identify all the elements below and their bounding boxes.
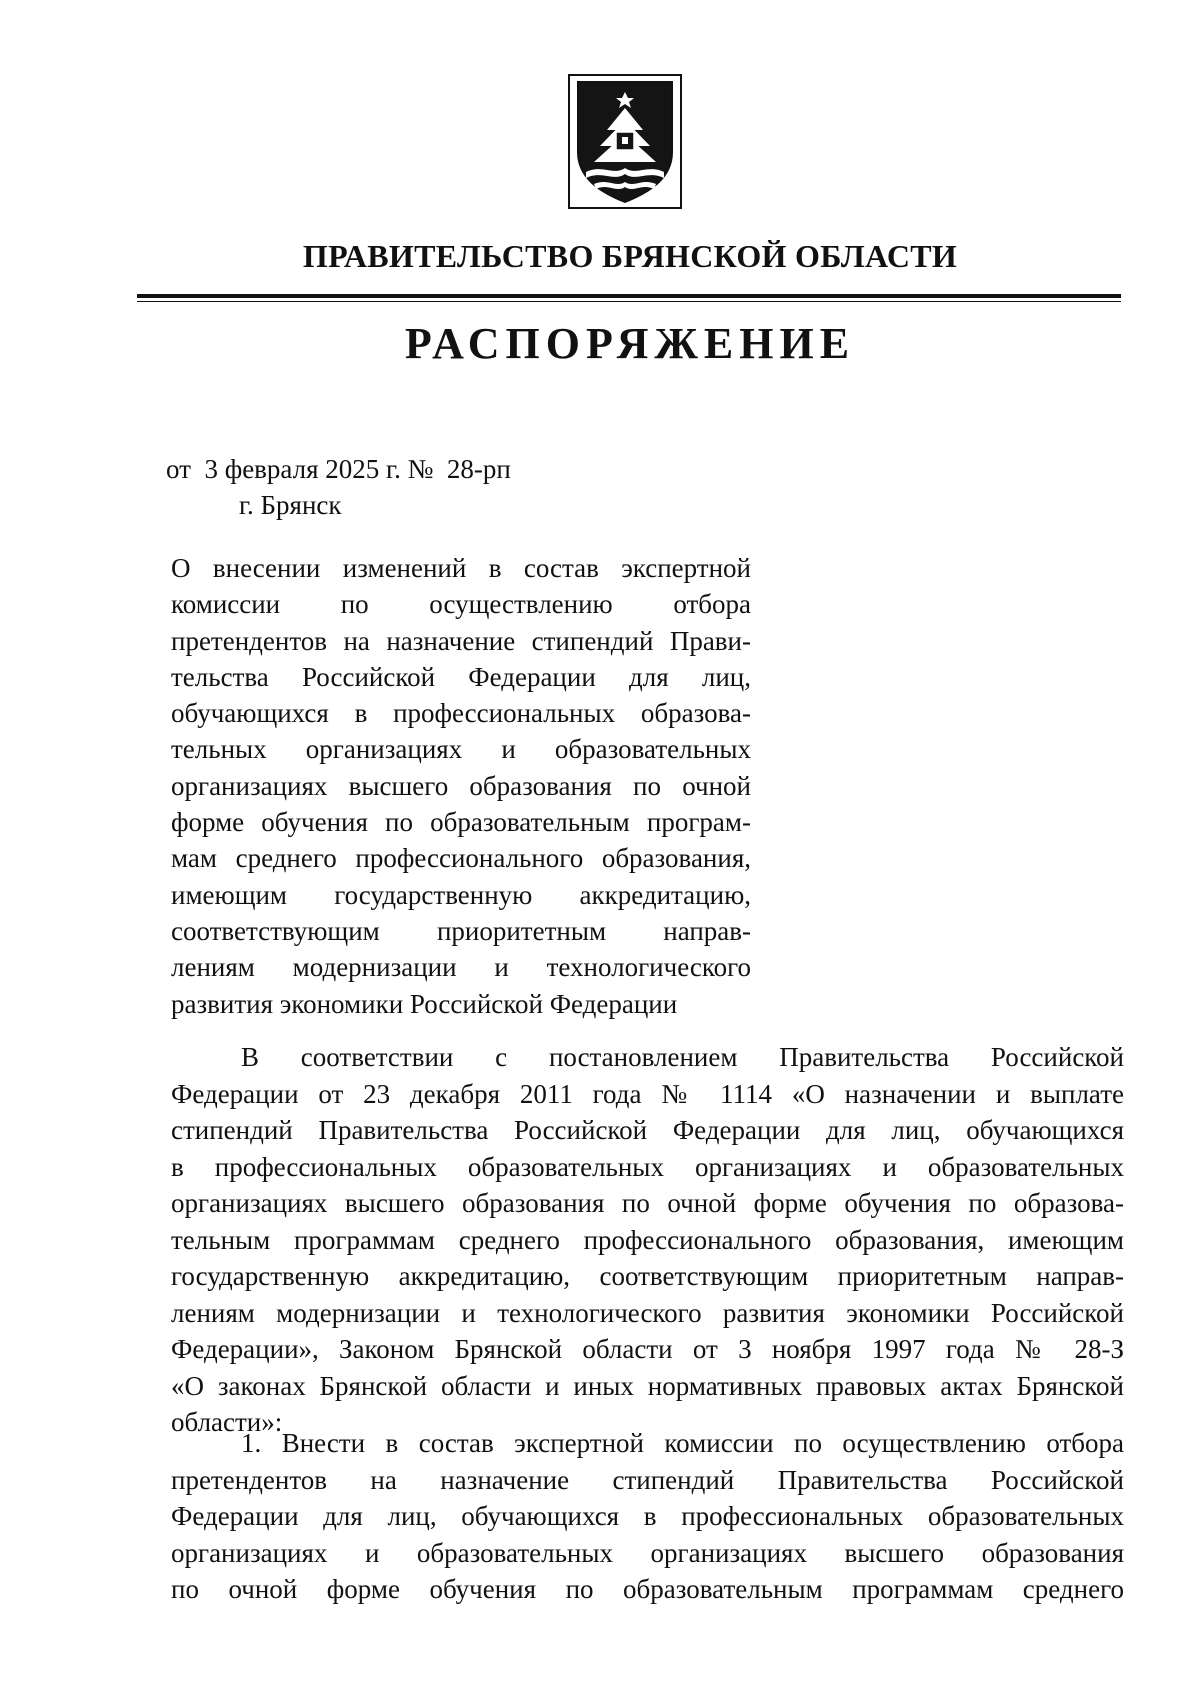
subject-line: тельных организациях и образовательных [171,734,751,765]
subject-line: претендентов на назначение стипендий Прави- [171,625,751,656]
paragraph-line: организациях высшего образования по очной форме обучения по образова- [171,1188,1124,1218]
subject-line: форме обучения по образовательным програм- [171,807,751,838]
document-date-number: от 3 февраля 2025 г. № 28-рп [166,454,511,484]
subject-line: О внесении изменений в состав экспертной [171,553,751,583]
paragraph-line: В соответствии с постановлением Правительства Российской [241,1042,1124,1072]
subject-line: развития экономики Российской Федерации [171,988,678,1019]
document-type-title: РАСПОРЯЖЕНИЕ [404,319,856,368]
subject-line: обучающихся в профессиональных образова- [171,698,751,729]
document-city: г. Брянск [239,490,342,520]
document-subject [171,550,751,1022]
paragraph-line: стипендий Правительства Российской Федерации для лиц, обучающихся [171,1115,1124,1145]
bryansk-coat-of-arms-icon [568,74,682,209]
paragraph-line: государственную аккредитацию, соответствующим приоритетным направ- [171,1261,1124,1291]
paragraph-line: Федерации от 23 декабря 2011 года № 1114 «О назначении и выплате [171,1078,1124,1109]
paragraph-line: Федерации для лиц, обучающихся в профессиональных образовательных [171,1501,1124,1531]
subject-line: мам среднего профессионального образования, [171,843,751,874]
paragraph-line: претендентов на назначение стипендий Правительства Российской [171,1464,1124,1495]
paragraph-line: 1. Внести в состав экспертной комиссии по осуществлению отбора [241,1428,1124,1458]
subject-line: имеющим государственную аккредитацию, [171,879,751,910]
paragraph-line: лениям модернизации и технологического развития экономики Российской [171,1297,1124,1328]
paragraph-line: «О законах Брянской области и иных нормативных правовых актах Брянской [171,1370,1124,1401]
paragraph-line: тельным программам среднего профессионального образования, имеющим [171,1224,1124,1255]
subject-line: тельства Российской Федерации для лиц, [171,661,751,692]
organization-name: ПРАВИТЕЛЬСТВО БРЯНСКОЙ ОБЛАСТИ [302,238,958,274]
item-1-paragraph [171,1425,1124,1608]
paragraph-line: области»: [171,1407,283,1437]
subject-line: лениям модернизации и технологического [171,952,751,983]
header-divider-thick [137,294,1121,298]
header-divider-thin [137,301,1121,302]
subject-line: организациях высшего образования по очной [171,770,751,801]
paragraph-line: организациях и образовательных организациях высшего образования [171,1537,1124,1568]
paragraph-line: в профессиональных образовательных организациях и образовательных [171,1151,1124,1182]
preamble-paragraph [171,1039,1124,1441]
subject-line: соответствующим приоритетным направ- [171,915,751,946]
paragraph-line: Федерации», Законом Брянской области от 3 ноября 1997 года № 28-З [171,1334,1124,1364]
paragraph-line: по очной форме обучения по образовательным программам среднего [171,1574,1124,1604]
subject-line: комиссии по осуществлению отбора [171,589,751,620]
